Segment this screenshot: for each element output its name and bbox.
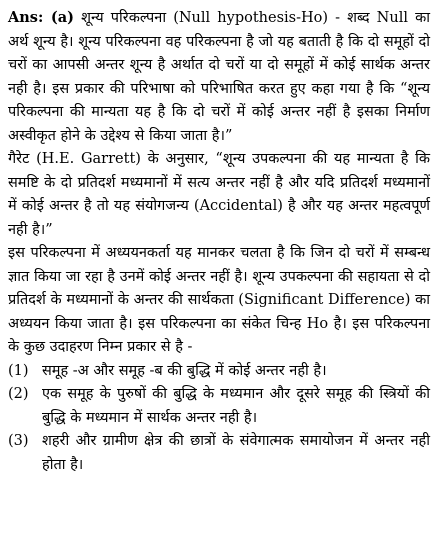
list-item — [8, 430, 430, 477]
list-item-text: एक समूह के पुरुषों की बुद्धि के मध्यमान और दूसरे समूह की स्त्रियों की बुद्धि के मध्यमान में सार्थक अन्तर नही है। — [42, 386, 430, 426]
list-item-text: समूह -अ और समूह -ब की बुद्धि में कोई अन्तर नही है। — [42, 362, 327, 379]
list-item-number: (3) — [8, 433, 29, 449]
list-item-number: (2) — [8, 386, 29, 402]
garrett-quote-paragraph: गैरेट (H.E. Garrett) के अनुसार, “शून्य उपकल्पना की यह मान्यता है कि समष्टि के दो प्रतिदर्श मध्यमानों में सत्य अन्तर नहीं है और यदि प्रतिदर्श मध्यमानों में कोई अन्तर है तो यह संयोगजन्य (Accidental) है और यह अन्तर महत्वपूर्ण नही है।” — [8, 151, 430, 238]
examples-list — [8, 360, 430, 478]
list-item — [8, 360, 430, 384]
list-item-text: शहरी और ग्रामीण क्षेत्र की छात्रों के संवेगात्मक समायोजन में अन्तर नही होता है। — [42, 433, 430, 473]
intro-paragraph — [8, 6, 430, 148]
explanation-paragraph: इस परिकल्पना में अध्ययनकर्ता यह मानकर चलता है कि जिन दो चरों में सम्बन्ध ज्ञात किया जा रहा है उनमें कोई अन्तर नहीं है। शून्य उपकल्पना की सहायता से दो प्रतिदर्श के मध्यमानों के अन्तर की सार्थकता (Significant Difference) का अध्ययन किया जाता है। इस परिकल्पना का संकेत चिन्ह Ho है। इस परिकल्पना के कुछ उदाहरण निम्न प्रकार से है - — [8, 245, 430, 355]
intro-text: शून्य परिकल्पना (Null hypothesis-Ho) - शब्द Null का अर्थ शून्य है। शून्य परिकल्पना वह परिकल्पना है जो यह बताती है कि दो समूहों दो चरों का आपसी अन्तर शून्य है अर्थात दो चरों या दो समूहों में कोई सार्थक अन्तर नही है। इस प्रकार की परिभाषा को परिभाषित करत हुए कहा गया है कि “शून्य परिकल्पना की मान्यता यह है कि दो चरों में कोई अन्तर नहीं है इसका निर्माण अस्वीकृत होने के उद्देश्य से किया जाता है।” — [8, 10, 430, 144]
list-item — [8, 383, 430, 430]
answer-label: Ans: (a) — [8, 9, 74, 26]
list-item-number: (1) — [8, 362, 29, 379]
